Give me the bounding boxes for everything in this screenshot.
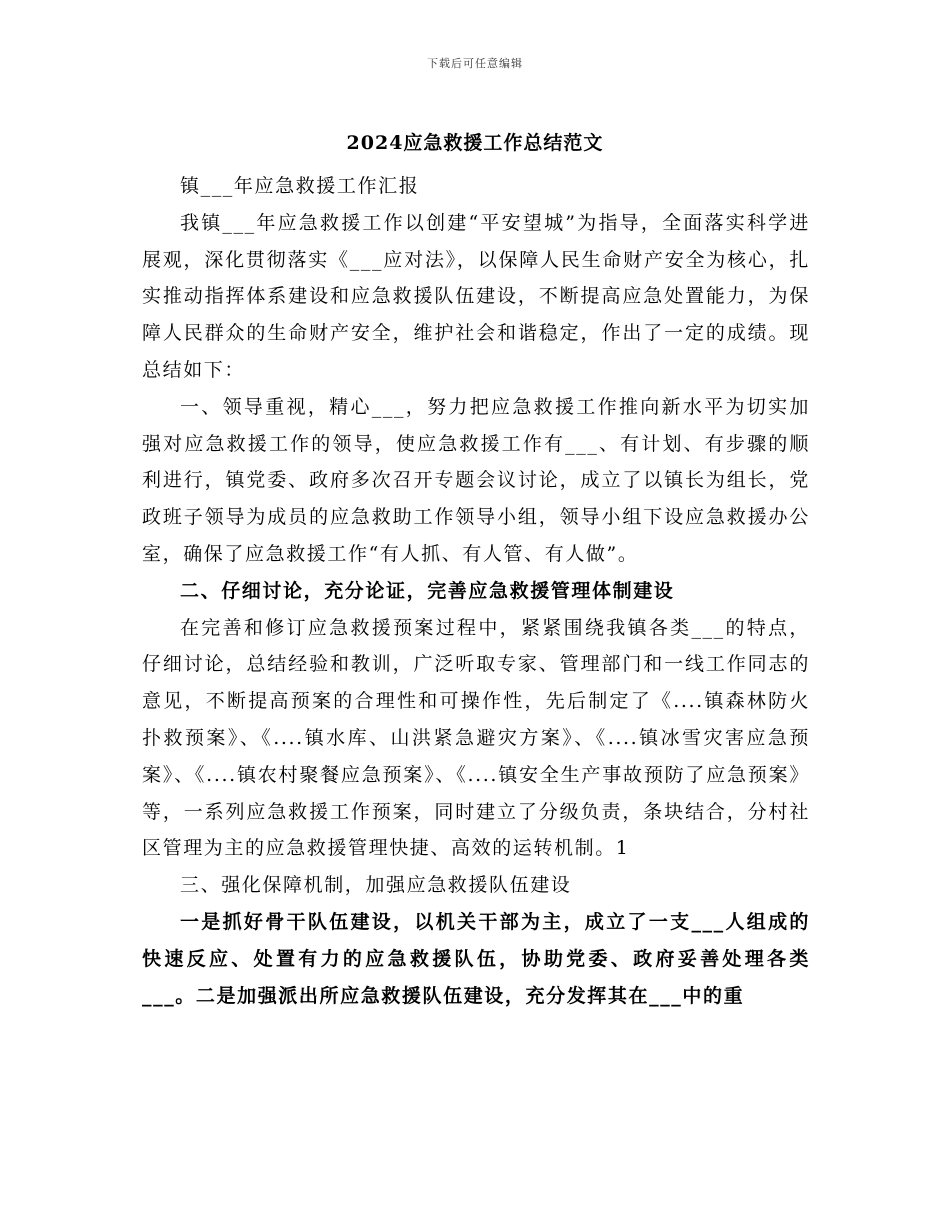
document-title: 2024应急救援工作总结范文 xyxy=(346,132,604,154)
paragraph-report-heading: 镇___年应急救援工作汇报 xyxy=(180,175,420,197)
header-note: 下载后可任意编辑 xyxy=(427,57,523,70)
paragraph-intro: 我镇___年应急救援工作以创建“平安望城”为指导，全面落实科学进展观，深化贯彻落实《___应对法》，以保障人民生命财产安全为核心，扎实推动指挥体系建设和应急救援队伍建设，不断提高应急处置能力，为保障人民群众的生命财产安全，维护社会和谐稳定，作出了一定的成绩。现总结如下： xyxy=(142,211,810,381)
section-heading-two: 二、仔细讨论，充分论证，完善应急救援管理体制建设 xyxy=(180,579,675,602)
paragraph-section-two: 在完善和修订应急救援预案过程中，紧紧围绕我镇各类___的特点，仔细讨论，总结经验和教训，广泛听取专家、管理部门和一线工作同志的意见，不断提高预案的合理性和可操作性，先后制定了《....镇森林防火扑救预案》、《....镇水库、山洪紧急避灾方案》、《....镇冰雪灾害应急预案》、《....镇农村聚餐应急预案》、《....镇安全生产事故预防了应急预案》等，一系列应急救援工作预案，同时建立了分级负责，条块结合，分村社区管理为主的应急救援管理快捷、高效的运转机制。1 xyxy=(142,616,810,860)
paragraph-section-one: 一、领导重视，精心___，努力把应急救援工作推向新水平为切实加强对应急救援工作的领导，使应急救援工作有___、有计划、有步骤的顺利进行，镇党委、政府多次召开专题会议讨论，成立了以镇长为组长，党政班子领导为成员的应急救助工作领导小组，领导小组下设应急救援办公室，确保了应急救援工作“有人抓、有人管、有人做”。 xyxy=(142,395,810,565)
document-body xyxy=(142,168,810,1014)
paragraph-section-three: 一是抓好骨干队伍建设，以机关干部为主，成立了一支___人组成的快速反应、处置有力的应急救援队伍，协助党委、政府妥善处理各类___。二是加强派出所应急救援队伍建设，充分发挥其在___中的重 xyxy=(142,910,810,1007)
section-heading-three: 三、强化保障机制，加强应急救援队伍建设 xyxy=(180,874,572,897)
